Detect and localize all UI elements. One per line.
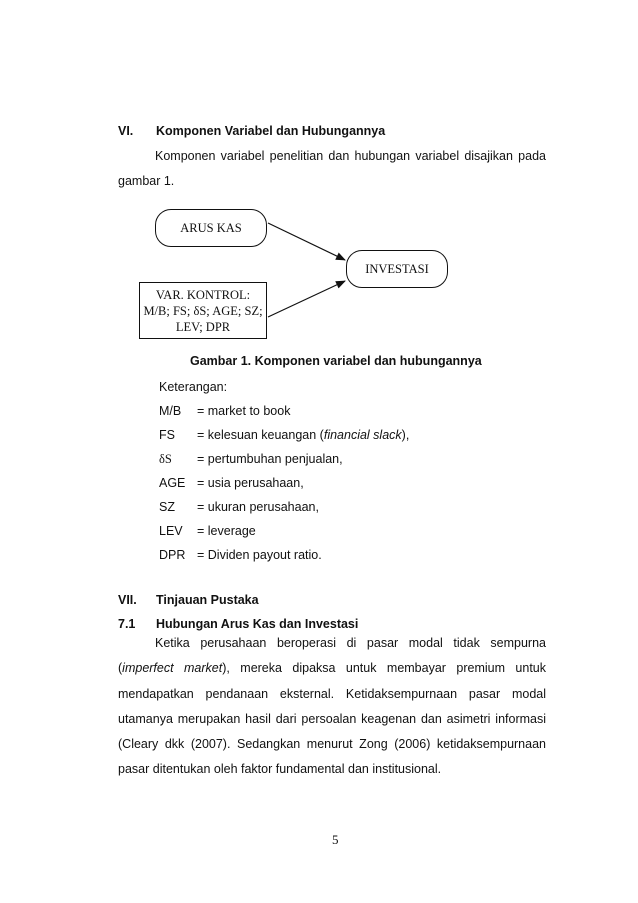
keterangan-desc: = ukuran perusahaan, [197,500,319,514]
var-kontrol-line2: M/B; FS; δS; AGE; SZ; [143,304,263,318]
keterangan-desc: = market to book [197,404,291,418]
keterangan-item [159,500,319,514]
keterangan-item [159,548,322,562]
keterangan-desc [197,428,409,442]
keterangan-desc: = Dividen payout ratio. [197,548,322,562]
figure-caption: Gambar 1. Komponen variabel dan hubungannya [190,354,482,368]
arrow-arus-kas-to-investasi [268,223,345,260]
keterangan-item [159,404,290,418]
keterangan-desc-pre: = kelesuan keuangan ( [197,428,324,442]
subsection-7-1-title: Hubungan Arus Kas dan Investasi [156,617,359,631]
keterangan-abbr: FS [159,428,175,442]
keterangan-abbr: M/B [159,404,182,418]
arus-kas-label: ARUS KAS [180,220,242,235]
section-7-heading [118,593,259,607]
section-6-para-line1: Komponen variabel penelitian dan hubungan variabel disajikan pada [155,149,546,163]
keterangan-desc-post: ), [401,428,410,442]
section-6-para-line2: gambar 1. [118,174,175,188]
body-line-2-pre: ( [118,661,123,675]
body-line-5: (Cleary dkk (2007). Sedangkan menurut Zong (2006) ketidaksempurnaan [118,737,546,751]
subsection-7-1-number: 7.1 [118,617,136,631]
body-line-1: Ketika perusahaan beroperasi di pasar modal tidak sempurna [155,636,546,650]
keterangan-desc-italic: financial slack [323,428,402,442]
body-line-2-post: ), mereka dipaksa untuk membayar premium untuk [222,661,546,675]
keterangan-abbr: δS [159,452,172,466]
section-6-title: Komponen Variabel dan Hubungannya [156,124,386,138]
section-6-number: VI. [118,124,134,138]
investasi-label: INVESTASI [365,261,429,276]
page-number: 5 [332,832,339,847]
arrow-var-kontrol-to-investasi [268,281,345,317]
keterangan-desc: = pertumbuhan penjualan, [197,452,343,466]
keterangan-title: Keterangan: [159,380,228,394]
subsection-7-1-heading [118,617,358,631]
keterangan-abbr: AGE [159,476,186,490]
var-kontrol-line3: LEV; DPR [175,320,231,334]
body-line-4: utamanya merupakan hasil dari persoalan keagenan dan asimetri informasi [118,712,546,726]
keterangan-desc: = leverage [197,524,256,538]
section-7-number: VII. [118,593,137,607]
body-line-2-italic: imperfect market [122,661,223,675]
keterangan-abbr: SZ [159,500,175,514]
keterangan-item [159,476,304,490]
body-line-3: mendapatkan pendanaan eksternal. Ketidaksempurnaan pasar modal [118,687,546,701]
body-line-6: pasar ditentukan oleh faktor fundamental dan institusional. [118,762,442,776]
keterangan-abbr: LEV [159,524,183,538]
var-kontrol-line1: VAR. KONTROL: [155,288,251,302]
keterangan-item [159,524,256,538]
body-line-2 [118,661,546,675]
keterangan-abbr: DPR [159,548,186,562]
section-7-title: Tinjauan Pustaka [156,593,259,607]
keterangan-desc: = usia perusahaan, [197,476,304,490]
keterangan-item [159,428,409,442]
keterangan-item [159,452,343,467]
